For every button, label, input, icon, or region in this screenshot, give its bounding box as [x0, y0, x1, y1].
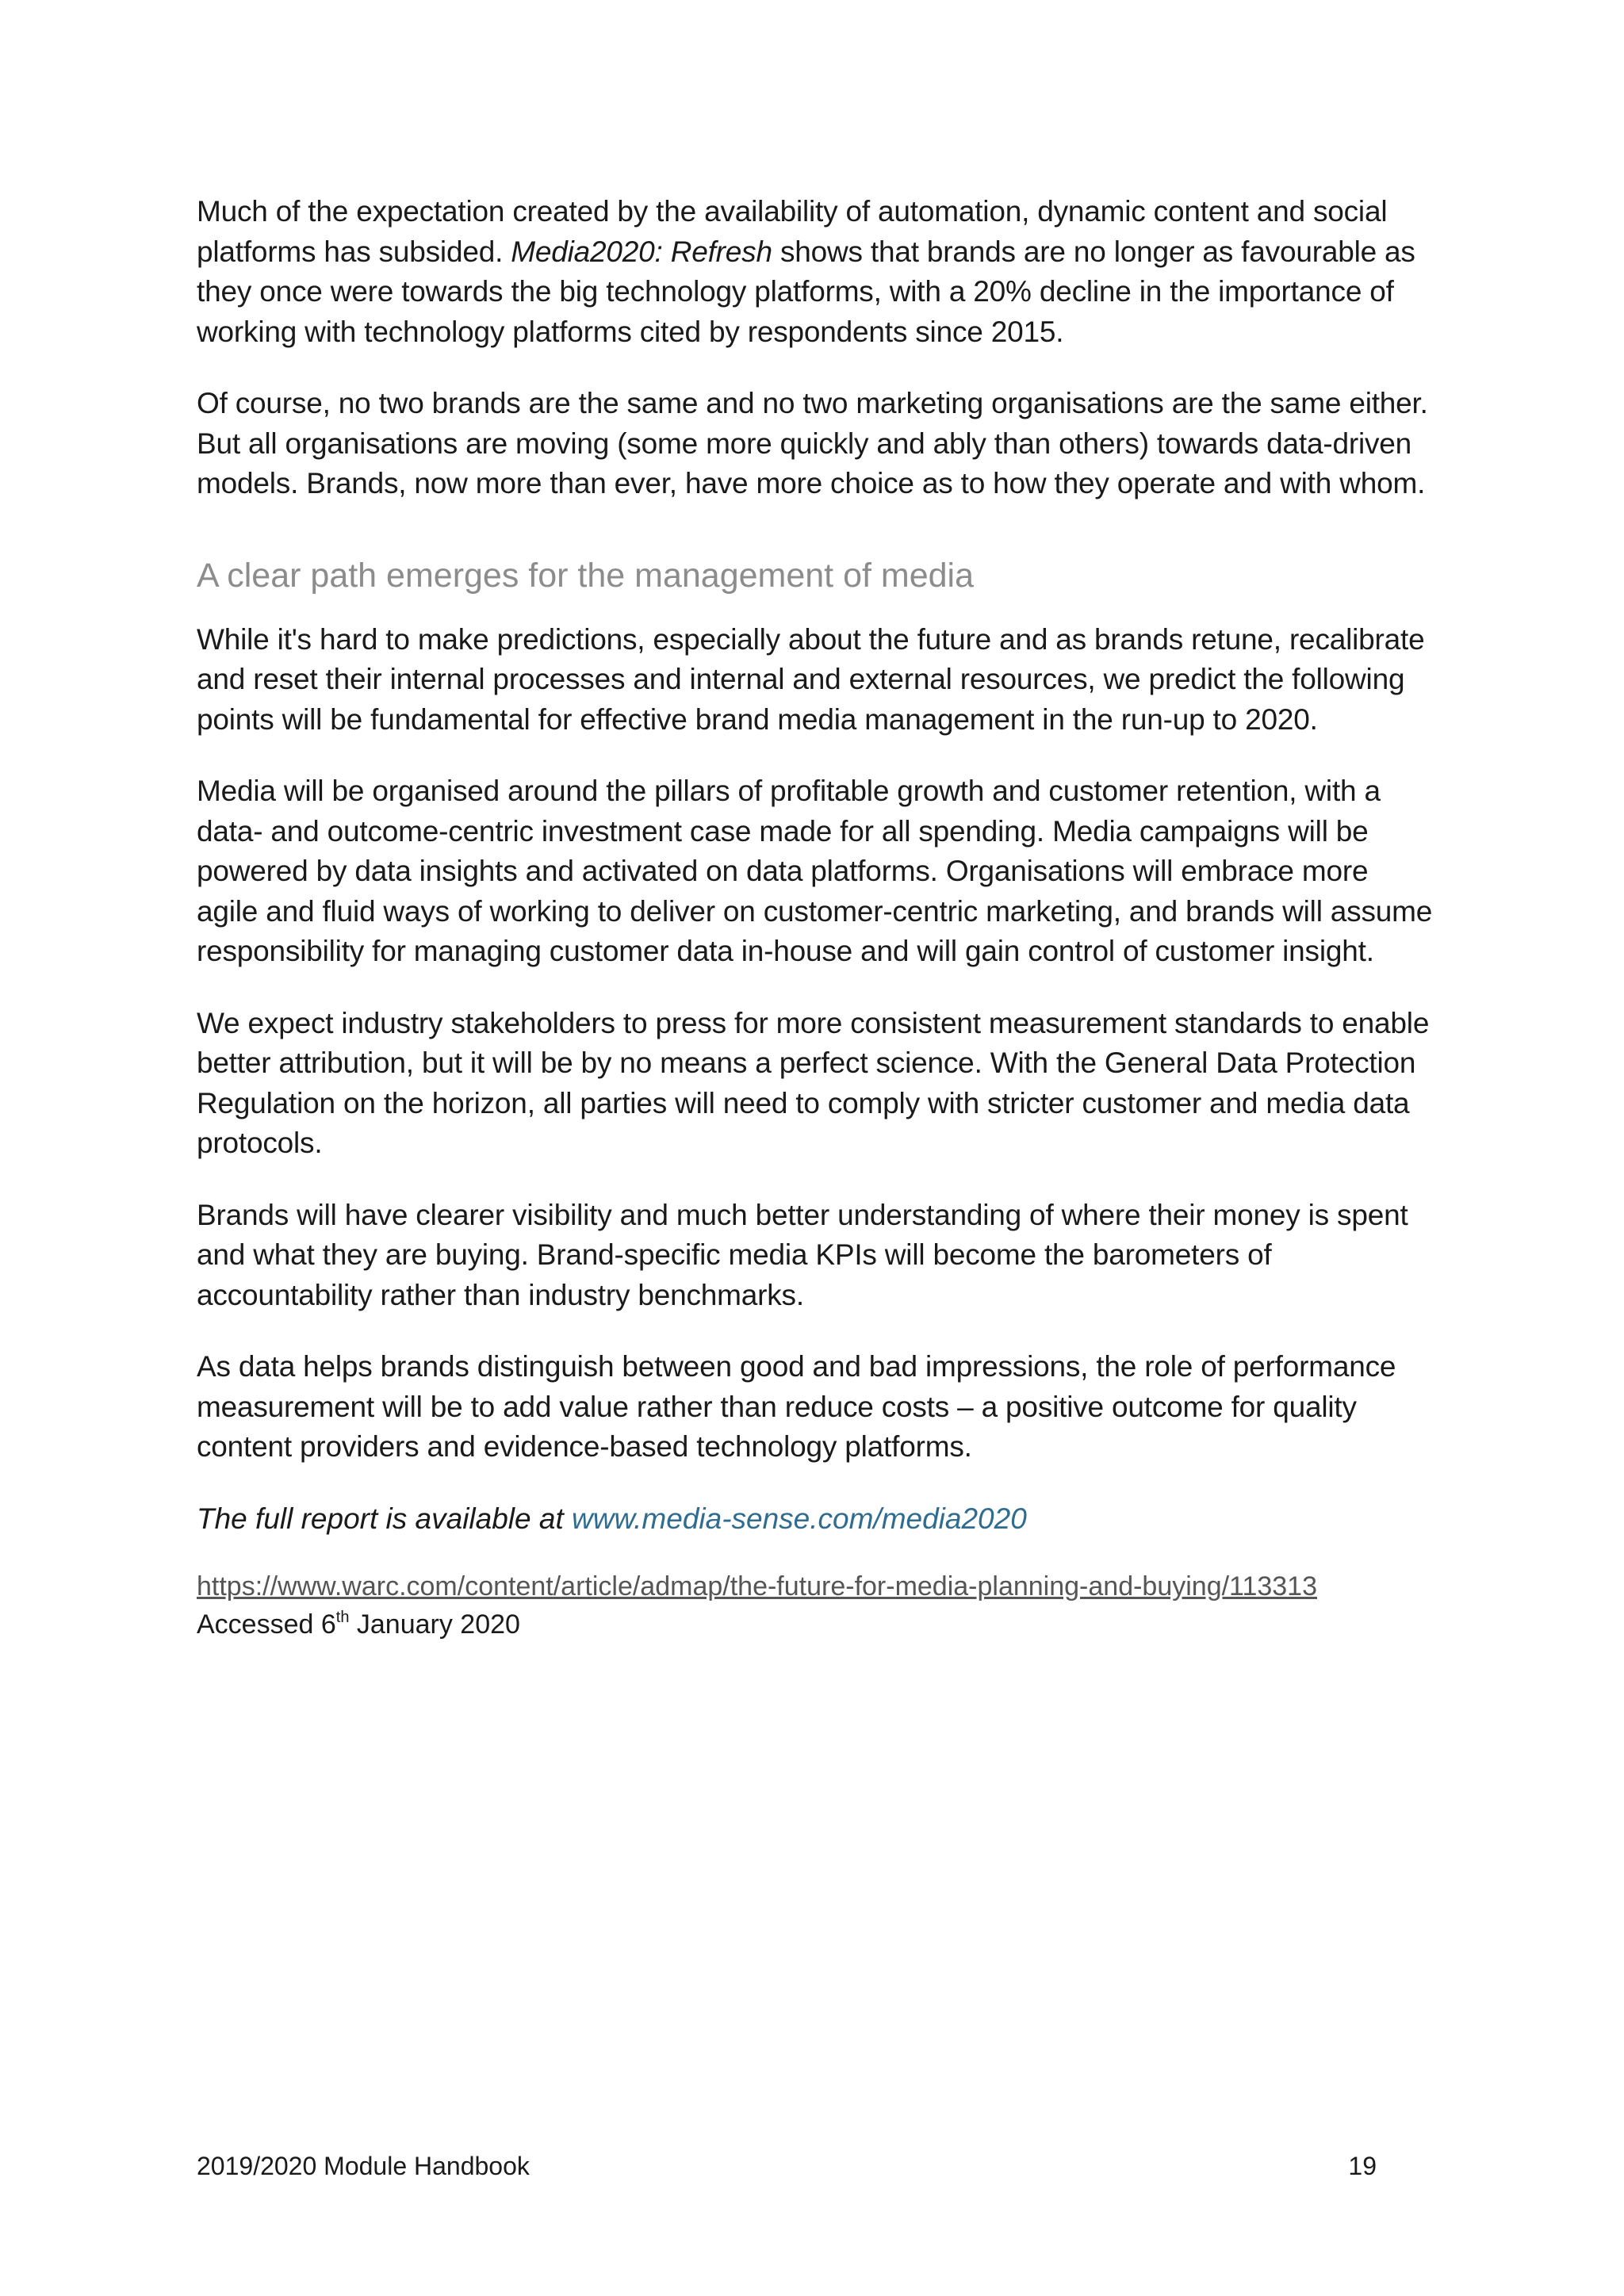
paragraph-4: Media will be organised around the pillars of profitable growth and customer retention, with a data- and outcome-centric investment case made for all spending. Media campaigns will be powered by data insights and activated on data platforms. Organisations will embrace more agile and fluid ways of working to deliver on customer-centric marketing, and brands will assume responsibility for managing customer data in-house and will gain control of customer insight. — [197, 775, 1433, 967]
source-url-link[interactable]: https://www.warc.com/content/article/admap/the-future-for-media-planning-and-buying/113313 — [197, 1571, 1317, 1601]
page-number: 19 — [1348, 2152, 1377, 2180]
paragraph-2: Of course, no two brands are the same and no two marketing organisations are the same either. But all organisations are moving (some more quickly and ably than others) towards data-driven models. Brands, now more than ever, have more choice as to how they operate and with whom. — [197, 387, 1428, 499]
paragraph-7: As data helps brands distinguish between good and bad impressions, the role of performance measurement will be to add value rather than reduce costs – a positive outcome for quality content providers and evidence-based technology platforms. — [197, 1350, 1396, 1463]
paragraph-1 — [197, 192, 1434, 352]
accessed-date — [197, 1605, 1434, 1644]
paragraph-5: We expect industry stakeholders to press for more consistent measurement standards to enable better attribution, but it will be by no means a perfect science. With the General Data Protection Regulation on the horizon, all parties will need to comply with stricter customer and media data protocols. — [197, 1006, 1430, 1159]
full-report-text: The full report is available at — [197, 1502, 573, 1535]
paragraph-3: While it's hard to make predictions, especially about the future and as brands retune, recalibrate and reset their internal processes and internal and external resources, we predict the following points will be fundamental for effective brand media management in the run-up to 2020. — [197, 622, 1425, 736]
accessed-prefix: Accessed 6 — [197, 1609, 336, 1640]
document-body — [197, 192, 1434, 1644]
accessed-suffix: January 2020 — [349, 1609, 520, 1640]
footer-handbook-title: 2019/2020 Module Handbook — [197, 2152, 530, 2180]
paragraph-1-text-b: shows that brands are no longer as favourable as they once were towards the big technology platforms, with a 20% decline in the importance of working with technology platforms cited by respondents since 2015. — [197, 235, 1415, 348]
section-heading: A clear path emerges for the management of media — [197, 556, 974, 595]
report-title-italic: Media2020: Refresh — [511, 235, 772, 268]
accessed-ordinal: th — [335, 1609, 350, 1626]
page-footer — [197, 2149, 1377, 2183]
source-line — [197, 1567, 1434, 1605]
report-link[interactable]: www.media-sense.com/media2020 — [572, 1502, 1027, 1535]
paragraph-6: Brands will have clearer visibility and much better understanding of where their money is spent and what they are buying. Brand-specific media KPIs will become the barometers of accountability rather than industry benchmarks. — [197, 1198, 1408, 1311]
full-report-line — [197, 1499, 1434, 1540]
paragraph-1-text-a: Much of the expectation created by the availability of automation, dynamic content and social platforms has subsided. — [197, 195, 1388, 268]
